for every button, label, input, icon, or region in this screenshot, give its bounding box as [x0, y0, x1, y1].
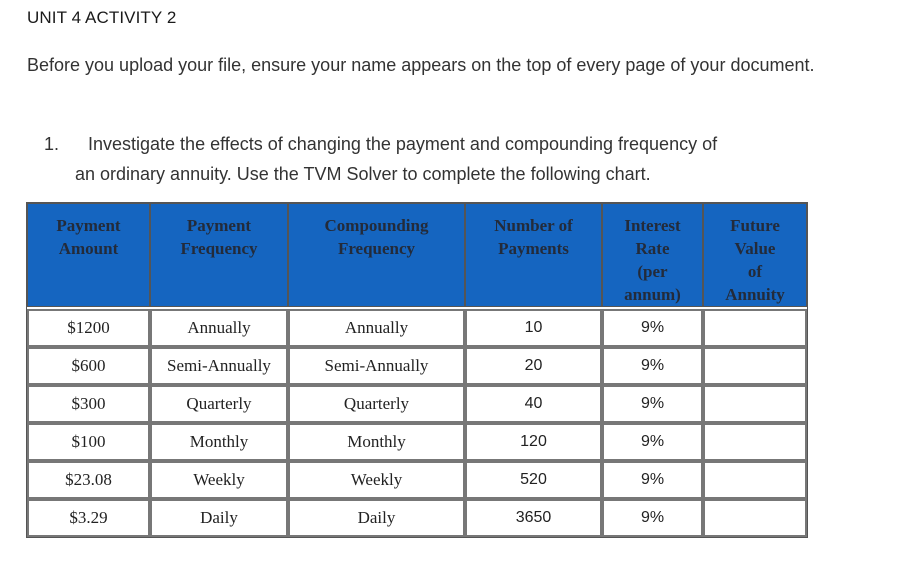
table-cell: $23.08: [27, 461, 150, 499]
table-cell: Semi-Annually: [288, 347, 465, 385]
column-header: [27, 203, 150, 307]
future-value-cell[interactable]: [703, 461, 807, 499]
column-header-line: (per: [637, 262, 668, 281]
table-cell: 9%: [602, 347, 703, 385]
future-value-cell[interactable]: [703, 423, 807, 461]
table-cell: 9%: [602, 309, 703, 347]
table-row: [27, 461, 807, 499]
column-header-line: Future: [730, 216, 780, 235]
column-header: [602, 203, 703, 307]
future-value-cell[interactable]: [703, 385, 807, 423]
annuity-table: [26, 202, 808, 538]
table-cell: $100: [27, 423, 150, 461]
table-cell: $1200: [27, 309, 150, 347]
question-number: 1.: [44, 134, 60, 154]
question-line-2: an ordinary annuity. Use the TVM Solver to complete the following chart.: [75, 164, 651, 184]
table-cell: Quarterly: [150, 385, 288, 423]
future-value-cell[interactable]: [703, 347, 807, 385]
column-header-line: Frequency: [337, 239, 416, 258]
question-item: [44, 129, 804, 189]
table-row: [27, 347, 807, 385]
table-body: [27, 307, 807, 537]
column-header-line: Payment: [56, 216, 121, 235]
column-header-line: Number of: [494, 216, 573, 235]
column-header-line: Interest: [624, 216, 681, 235]
column-header-line: Payment: [186, 216, 252, 235]
column-header-line: Value: [734, 239, 776, 258]
table-cell: $600: [27, 347, 150, 385]
table-header-row: [27, 203, 807, 307]
table-cell: Annually: [288, 309, 465, 347]
intro-text: Before you upload your file, ensure your name appears on the top of every page of your document.: [27, 55, 815, 75]
column-header-line: Frequency: [180, 239, 258, 258]
future-value-cell[interactable]: [703, 499, 807, 537]
table-cell: Daily: [288, 499, 465, 537]
table-row: [27, 385, 807, 423]
table-cell: 20: [465, 347, 602, 385]
table-cell: 9%: [602, 499, 703, 537]
table-row: [27, 499, 807, 537]
table-cell: 9%: [602, 423, 703, 461]
table-cell: Monthly: [288, 423, 465, 461]
table-cell: Annually: [150, 309, 288, 347]
table-cell: 9%: [602, 461, 703, 499]
table-cell: 520: [465, 461, 602, 499]
column-header-line: annum): [624, 285, 681, 304]
table-cell: 9%: [602, 385, 703, 423]
table-cell: Semi-Annually: [150, 347, 288, 385]
table-cell: 40: [465, 385, 602, 423]
column-header-line: of: [747, 262, 763, 281]
column-header-line: Rate: [635, 239, 670, 258]
column-header: [465, 203, 602, 307]
page-title: UNIT 4 ACTIVITY 2: [27, 8, 177, 27]
table-row: [27, 309, 807, 347]
table-cell: Weekly: [288, 461, 465, 499]
table-cell: 3650: [465, 499, 602, 537]
future-value-cell[interactable]: [703, 309, 807, 347]
table-cell: 120: [465, 423, 602, 461]
column-header-line: Compounding: [324, 216, 429, 235]
table-row: [27, 423, 807, 461]
column-header-line: Annuity: [725, 285, 785, 304]
column-header-line: Amount: [58, 239, 119, 258]
table-cell: $300: [27, 385, 150, 423]
column-header: [288, 203, 465, 307]
table-cell: Weekly: [150, 461, 288, 499]
table-cell: Quarterly: [288, 385, 465, 423]
table-cell: 10: [465, 309, 602, 347]
column-header-line: Payments: [498, 239, 569, 258]
table-cell: Monthly: [150, 423, 288, 461]
column-header: [703, 203, 807, 307]
question-line-1: Investigate the effects of changing the payment and compounding frequency of: [88, 134, 718, 154]
table-cell: $3.29: [27, 499, 150, 537]
table-cell: Daily: [150, 499, 288, 537]
column-header: [150, 203, 288, 307]
